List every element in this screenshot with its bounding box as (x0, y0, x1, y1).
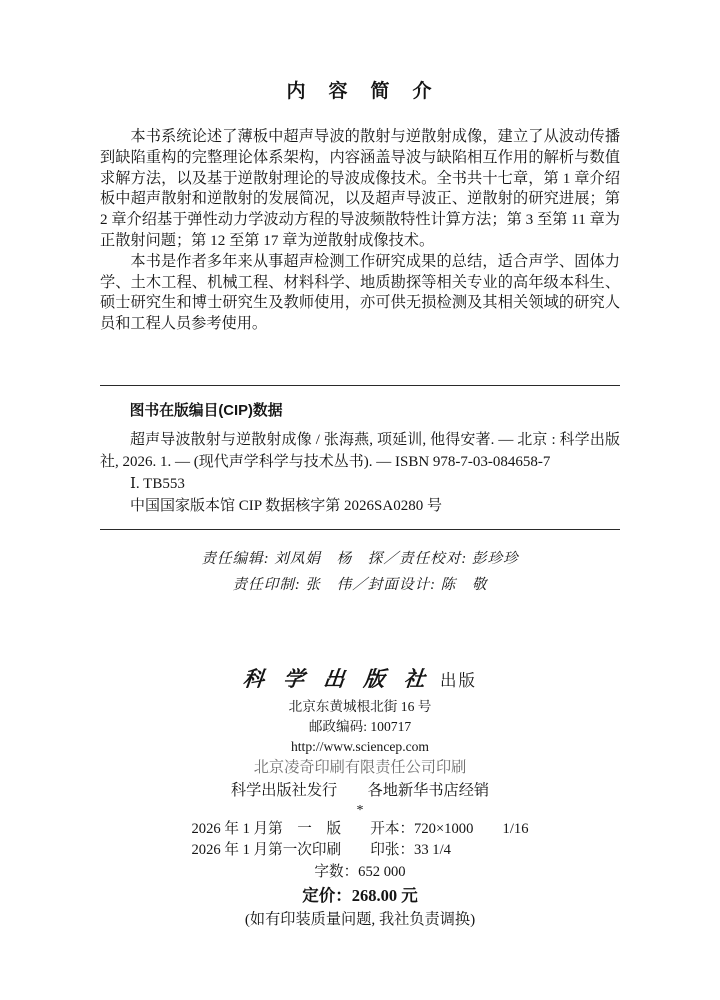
intro-title: 内 容 简 介 (286, 81, 434, 102)
printer-name: 北京凌奇印刷有限责任公司印刷 (253, 758, 467, 776)
publisher-logo-suffix: 出版 (440, 670, 477, 690)
publisher-address: 北京东黄城根北街 16 号 (288, 698, 432, 714)
staff-line-printing: 责任印制: 张 伟／封面设计: 陈 敬 (232, 576, 488, 593)
edition-block (100, 819, 620, 932)
cip-block (100, 399, 620, 517)
quality-notice: (如有印装质量问题, 我社负责调换) (244, 911, 476, 929)
cip-heading: 图书在版编目(CIP)数据 (129, 402, 283, 419)
cip-entry: 超声导波散射与逆散射成像 / 张海燕, 项延训, 他得安著. — 北京 : 科学出版社, 2026. 1. — (现代声学科学与技术丛书). — ISBN 978-7-03-084658-7 (100, 431, 620, 470)
staff-line-editors: 责任编辑: 刘凤娟 杨 探／责任校对: 彭珍珍 (201, 550, 519, 567)
publisher-block (100, 664, 620, 819)
edition-lines (192, 819, 529, 862)
publisher-logo: 科 学 出 版 社 (241, 666, 434, 691)
cip-divider-bottom (100, 529, 620, 530)
cip-record-number: 中国国家版本馆 CIP 数据核字第 2026SA0280 号 (130, 497, 442, 514)
publisher-logo-line (100, 664, 620, 697)
edition-first-printing: 2026 年 1 月第 一 版 开本：720×1000 1/16 (191, 820, 529, 837)
distribution-line: 科学出版社发行 各地新华书店经销 (230, 781, 490, 799)
star-separator: * (356, 802, 364, 818)
intro-paragraph-1: 本书系统论述了薄板中超声导波的散射与逆散射成像，建立了从波动传播到缺陷重构的完整理论体系架构，内容涵盖导波与缺陷相互作用的解析与数值求解方法，以及基于逆散射理论的导波成像技术。全书共十七章，第 1 章介绍板中超声散射和逆散射的发展简况，以及超声导波正、逆散射的研究进展；第 2 章介绍基于弹性动力学波动方程的导波频散特性计算方法；第 3 至第 11 章为正散射问题；第 12 至第 17 章为逆散射成像技术。 (100, 128, 620, 249)
cip-class-code: Ⅰ. TB553 (130, 475, 185, 492)
intro-paragraph-2: 本书是作者多年来从事超声检测工作研究成果的总结，适合声学、固体力学、土木工程、机械工程、材料科学、地质勘探等相关专业的高年级本科生、硕士研究生和博士研究生及教师使用，亦可供无损检测及其相关领域的研究人员和工程人员参考使用。 (100, 252, 620, 333)
word-count: 字数：652 000 (314, 863, 406, 880)
publisher-postcode: 邮政编码: 100717 (308, 718, 412, 734)
edition-print-run: 2026 年 1 月第一次印刷 印张：33 1/4 (191, 842, 451, 859)
price: 定价：268.00 元 (302, 886, 418, 906)
staff-credits (100, 546, 620, 598)
publisher-website: http://www.sciencep.com (290, 738, 430, 754)
cip-divider-top (100, 385, 620, 386)
